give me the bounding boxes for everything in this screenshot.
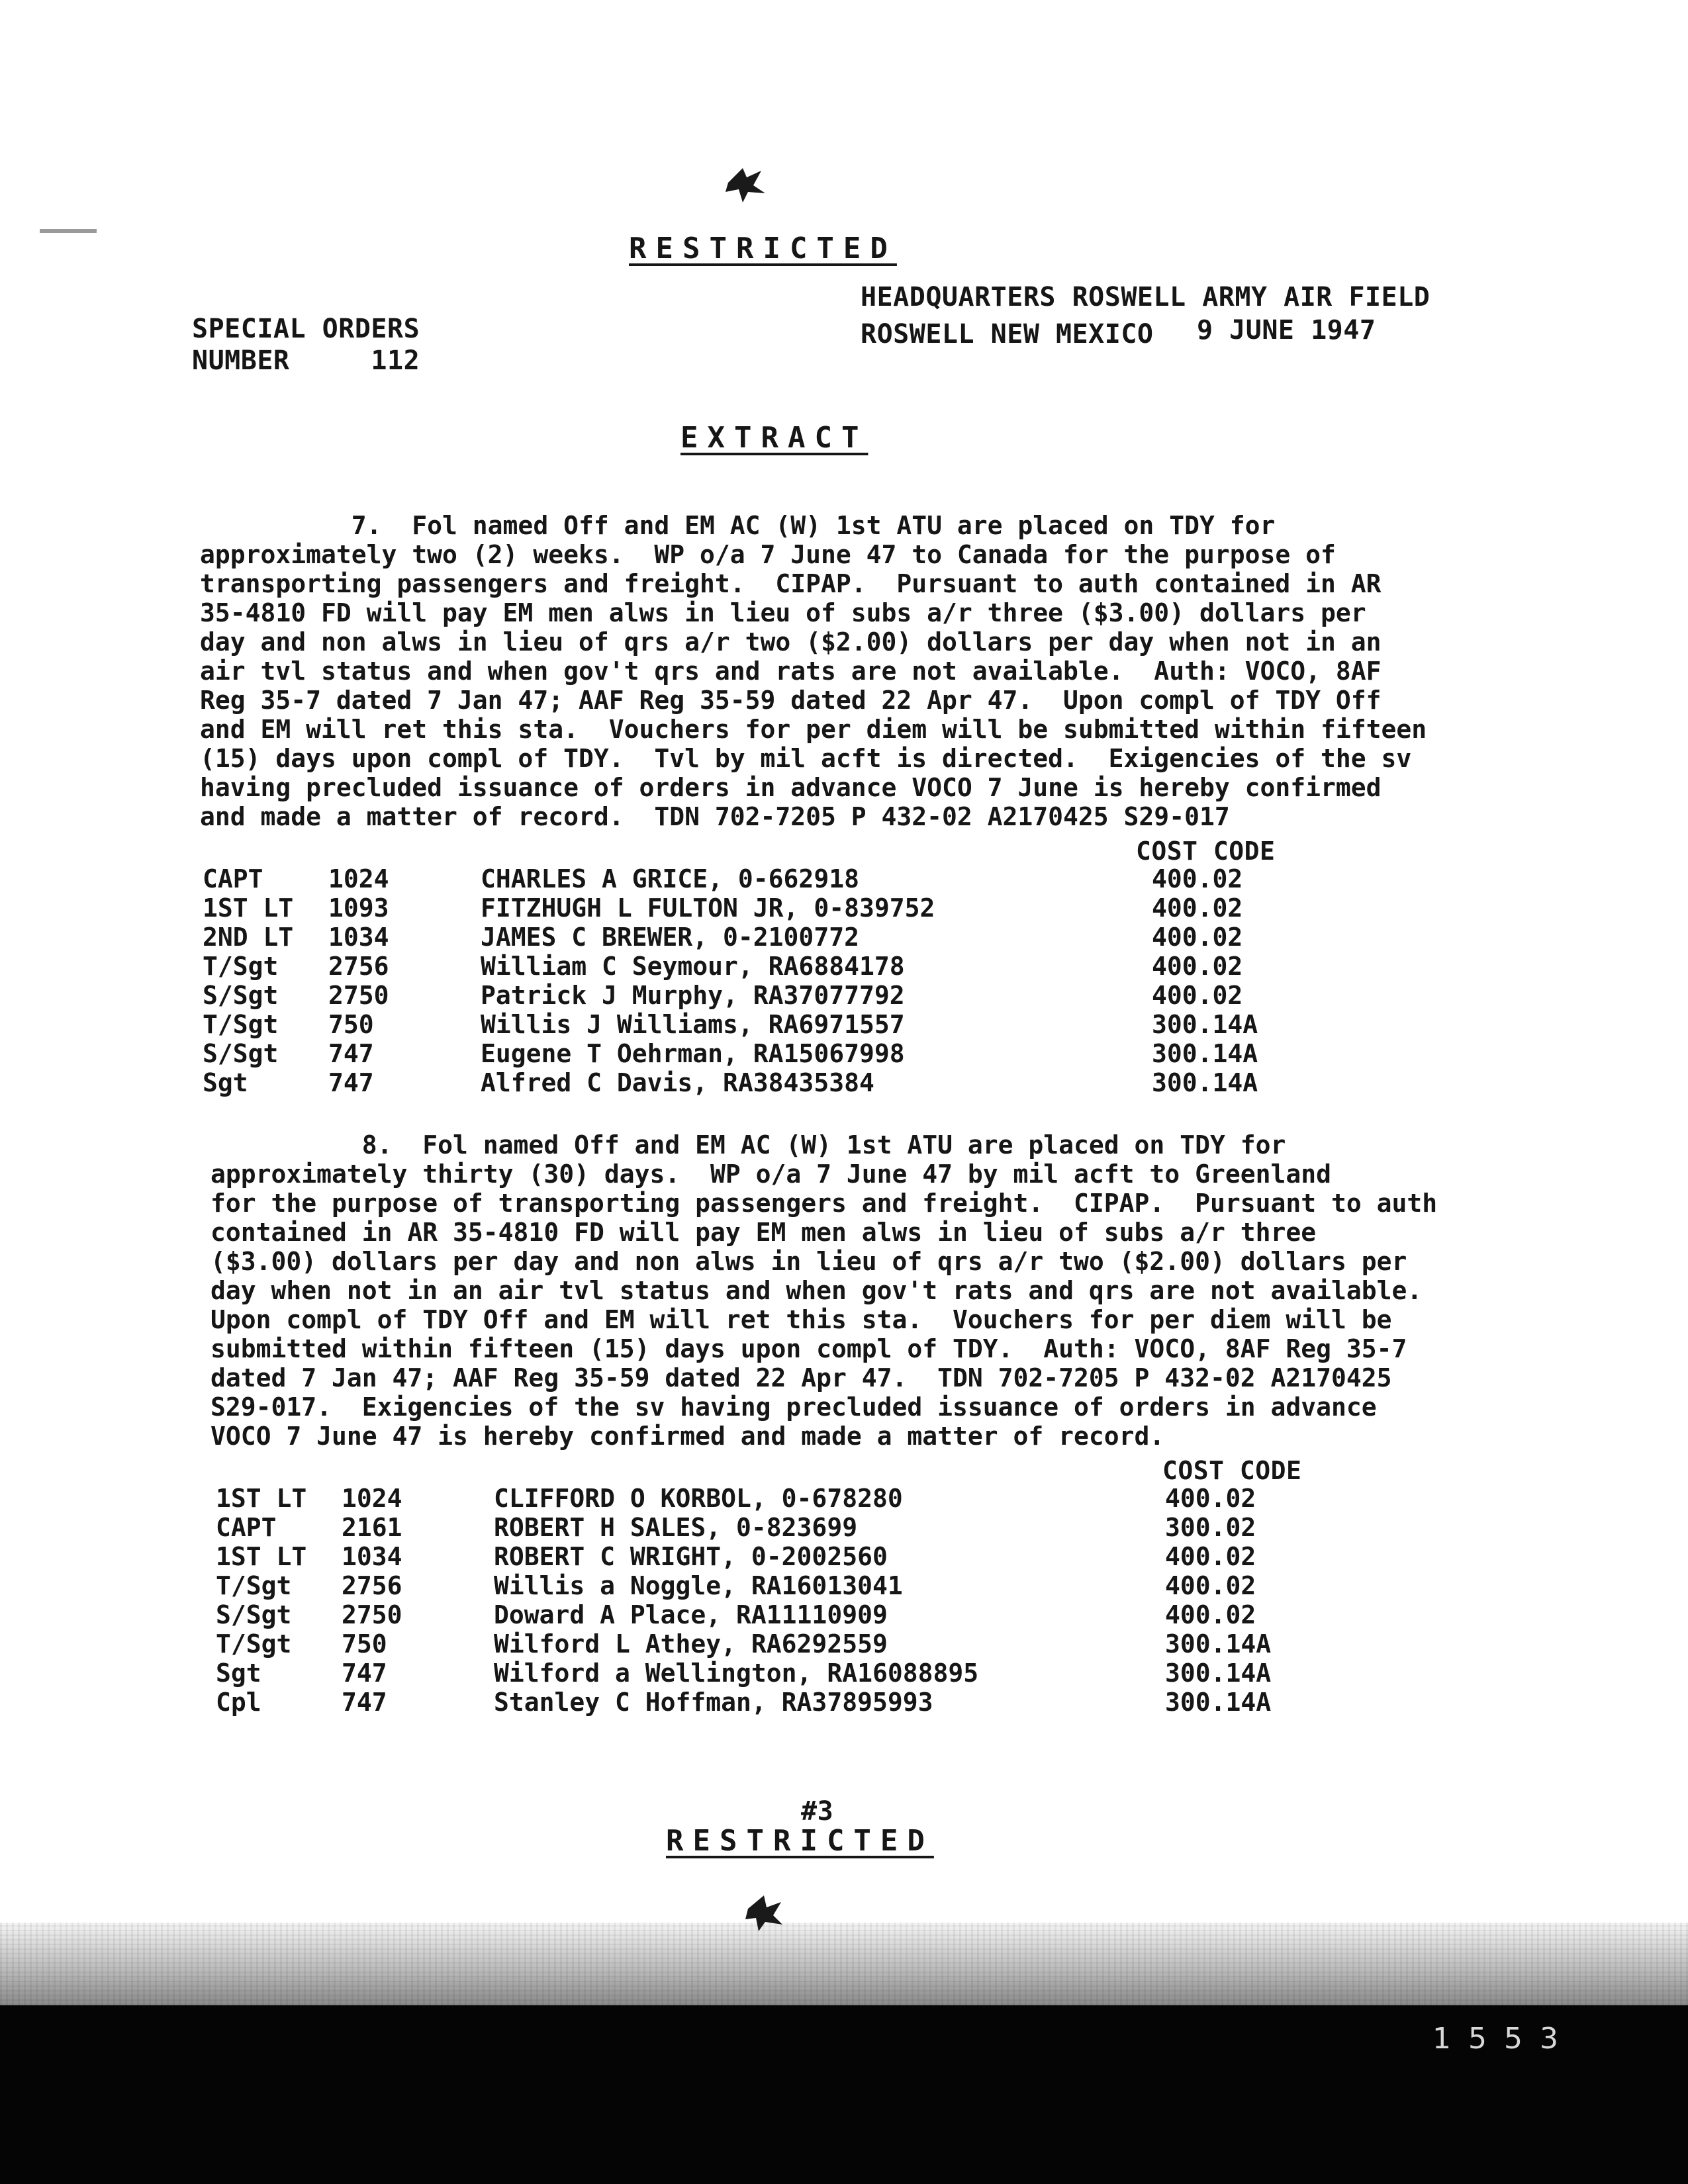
roster-row [216, 1688, 1341, 1717]
roster-name: CHARLES A GRICE, 0-662918 [481, 864, 859, 893]
paragraph-line: having precluded issuance of orders in advance VOCO 7 June is hereby confirmed [200, 773, 1382, 802]
roster-name: Wilford a Wellington, RA16088895 [494, 1659, 979, 1688]
page-marker: #3 [801, 1796, 834, 1827]
paragraph-line: and made a matter of record. TDN 702-7205 P 432-02 A2170425 S29-017 [200, 802, 1230, 831]
roster-mos: 2756 [342, 1571, 402, 1600]
roster-row [203, 1068, 1328, 1097]
roster-rank: T/Sgt [216, 1571, 292, 1600]
smudge-mark-icon [741, 1891, 788, 1934]
roster-cost-code: 400.02 [1152, 864, 1243, 893]
roster-rank: T/Sgt [203, 1010, 279, 1039]
scan-noise-band [0, 1923, 1688, 2005]
paragraph-line: 7. Fol named Off and EM AC (W) 1st ATU are placed on TDY for [200, 511, 1276, 540]
roster-mos: 1024 [328, 864, 389, 893]
paragraph-line: ($3.00) dollars per day and non alws in lieu of qrs a/r two ($2.00) dollars per [211, 1247, 1407, 1276]
roster-rank: S/Sgt [203, 1039, 279, 1068]
extract-title: EXTRACT [680, 421, 868, 455]
roster-mos: 747 [342, 1688, 387, 1717]
paragraph-line: Upon compl of TDY Off and EM will ret this sta. Vouchers for per diem will be [211, 1305, 1392, 1334]
roster-row [203, 923, 1328, 952]
paragraph-line: dated 7 Jan 47; AAF Reg 35-59 dated 22 Apr 47. TDN 702-7205 P 432-02 A2170425 [211, 1363, 1392, 1392]
special-orders-label: SPECIAL ORDERS [192, 314, 420, 344]
roster-cost-code: 300.14A [1152, 1010, 1258, 1039]
roster-name: ROBERT C WRIGHT, 0-2002560 [494, 1542, 888, 1571]
roster-7 [203, 864, 1328, 1129]
roster-rank: S/Sgt [216, 1600, 292, 1629]
paragraph-line: transporting passengers and freight. CIPAP. Pursuant to auth contained in AR [200, 569, 1382, 598]
roster-rank: CAPT [203, 864, 263, 893]
roster-row [216, 1600, 1341, 1629]
roster-mos: 750 [328, 1010, 374, 1039]
roster-row [203, 864, 1328, 893]
paragraph-line: submitted within fifteen (15) days upon compl of TDY. Auth: VOCO, 8AF Reg 35-7 [211, 1334, 1407, 1363]
paragraph-8 [211, 1130, 1437, 1451]
roster-name: Patrick J Murphy, RA37077792 [481, 981, 905, 1010]
roster-name: Willis a Noggle, RA16013041 [494, 1571, 903, 1600]
roster-mos: 2161 [342, 1513, 402, 1542]
paragraph-line: approximately two (2) weeks. WP o/a 7 June 47 to Canada for the purpose of [200, 540, 1336, 569]
roster-name: Alfred C Davis, RA38435384 [481, 1068, 874, 1097]
page-number: 1553 [1432, 2022, 1575, 2056]
roster-row [216, 1571, 1341, 1600]
roster-8 [216, 1484, 1341, 1749]
order-date: 9 JUNE 1947 [1197, 315, 1376, 345]
cost-code-header-7: COST CODE [1136, 837, 1276, 866]
roster-cost-code: 400.02 [1165, 1571, 1256, 1600]
roster-cost-code: 400.02 [1165, 1542, 1256, 1571]
roster-row [216, 1659, 1341, 1688]
roster-name: Willis J Williams, RA6971557 [481, 1010, 905, 1039]
roster-row [203, 981, 1328, 1010]
roster-cost-code: 300.14A [1152, 1068, 1258, 1097]
roster-mos: 2756 [328, 952, 389, 981]
paragraph-line: S29-017. Exigencies of the sv having precluded issuance of orders in advance [211, 1392, 1377, 1422]
paragraph-line: air tvl status and when gov't qrs and rats are not available. Auth: VOCO, 8AF [200, 657, 1382, 686]
roster-name: ROBERT H SALES, 0-823699 [494, 1513, 858, 1542]
roster-cost-code: 300.14A [1165, 1629, 1272, 1659]
roster-rank: 1ST LT [216, 1484, 307, 1513]
roster-row [216, 1484, 1341, 1513]
roster-cost-code: 300.14A [1165, 1688, 1272, 1717]
roster-row [203, 1010, 1328, 1039]
roster-name: Doward A Place, RA11110909 [494, 1600, 888, 1629]
cost-code-header-8: COST CODE [1162, 1456, 1302, 1485]
roster-mos: 1093 [328, 893, 389, 923]
paragraph-line: contained in AR 35-4810 FD will pay EM men alws in lieu of subs a/r three [211, 1218, 1317, 1247]
paragraph-line: VOCO 7 June 47 is hereby confirmed and made a matter of record. [211, 1422, 1165, 1451]
roster-rank: T/Sgt [216, 1629, 292, 1659]
classification-bottom: RESTRICTED [666, 1824, 934, 1858]
roster-cost-code: 400.02 [1152, 952, 1243, 981]
special-orders-number: NUMBER 112 [192, 345, 420, 376]
roster-rank: CAPT [216, 1513, 277, 1542]
roster-mos: 1034 [342, 1542, 402, 1571]
roster-cost-code: 300.14A [1152, 1039, 1258, 1068]
roster-cost-code: 400.02 [1165, 1484, 1256, 1513]
roster-name: Eugene T Oehrman, RA15067998 [481, 1039, 905, 1068]
paragraph-line: 35-4810 FD will pay EM men alws in lieu of subs a/r three ($3.00) dollars per [200, 598, 1366, 627]
paragraph-line: approximately thirty (30) days. WP o/a 7 June 47 by mil acft to Greenland [211, 1160, 1331, 1189]
roster-mos: 747 [328, 1039, 374, 1068]
roster-cost-code: 400.02 [1152, 923, 1243, 952]
paragraph-line: day and non alws in lieu of qrs a/r two ($2.00) dollars per day when not in an [200, 627, 1382, 657]
roster-row [203, 893, 1328, 923]
paragraph-line: 8. Fol named Off and EM AC (W) 1st ATU are placed on TDY for [211, 1130, 1286, 1160]
roster-name: JAMES C BREWER, 0-2100772 [481, 923, 859, 952]
roster-mos: 750 [342, 1629, 387, 1659]
roster-name: Wilford L Athey, RA6292559 [494, 1629, 888, 1659]
paragraph-line: and EM will ret this sta. Vouchers for per diem will be submitted within fifteen [200, 715, 1427, 744]
smudge-mark-icon [723, 163, 769, 205]
roster-row [216, 1513, 1341, 1542]
roster-name: CLIFFORD O KORBOL, 0-678280 [494, 1484, 903, 1513]
roster-mos: 747 [342, 1659, 387, 1688]
roster-cost-code: 400.02 [1165, 1600, 1256, 1629]
roster-rank: S/Sgt [203, 981, 279, 1010]
paragraph-line: for the purpose of transporting passengers and freight. CIPAP. Pursuant to auth [211, 1189, 1438, 1218]
roster-row [203, 1039, 1328, 1068]
classification-top: RESTRICTED [629, 232, 897, 265]
paragraph-7 [200, 511, 1427, 831]
roster-row [203, 952, 1328, 981]
roster-rank: 1ST LT [203, 893, 294, 923]
roster-rank: Sgt [216, 1659, 261, 1688]
roster-name: FITZHUGH L FULTON JR, 0-839752 [481, 893, 935, 923]
roster-rank: Sgt [203, 1068, 248, 1097]
roster-rank: Cpl [216, 1688, 261, 1717]
roster-cost-code: 300.14A [1165, 1659, 1272, 1688]
roster-mos: 2750 [328, 981, 389, 1010]
roster-name: William C Seymour, RA6884178 [481, 952, 905, 981]
roster-name: Stanley C Hoffman, RA37895993 [494, 1688, 933, 1717]
roster-cost-code: 300.02 [1165, 1513, 1256, 1542]
roster-mos: 747 [328, 1068, 374, 1097]
paragraph-line: (15) days upon compl of TDY. Tvl by mil acft is directed. Exigencies of the sv [200, 744, 1412, 773]
roster-mos: 1034 [328, 923, 389, 952]
headquarters-name: HEADQUARTERS ROSWELL ARMY AIR FIELD [861, 282, 1430, 312]
roster-cost-code: 400.02 [1152, 981, 1243, 1010]
scan-edge-mark [40, 229, 97, 233]
roster-row [216, 1629, 1341, 1659]
headquarters-location: ROSWELL NEW MEXICO [861, 319, 1154, 349]
roster-mos: 1024 [342, 1484, 402, 1513]
roster-rank: T/Sgt [203, 952, 279, 981]
roster-row [216, 1542, 1341, 1571]
roster-rank: 1ST LT [216, 1542, 307, 1571]
paragraph-line: Reg 35-7 dated 7 Jan 47; AAF Reg 35-59 dated 22 Apr 47. Upon compl of TDY Off [200, 686, 1382, 715]
paragraph-line: day when not in an air tvl status and when gov't rats and qrs are not available. [211, 1276, 1423, 1305]
roster-cost-code: 400.02 [1152, 893, 1243, 923]
roster-rank: 2ND LT [203, 923, 294, 952]
roster-mos: 2750 [342, 1600, 402, 1629]
